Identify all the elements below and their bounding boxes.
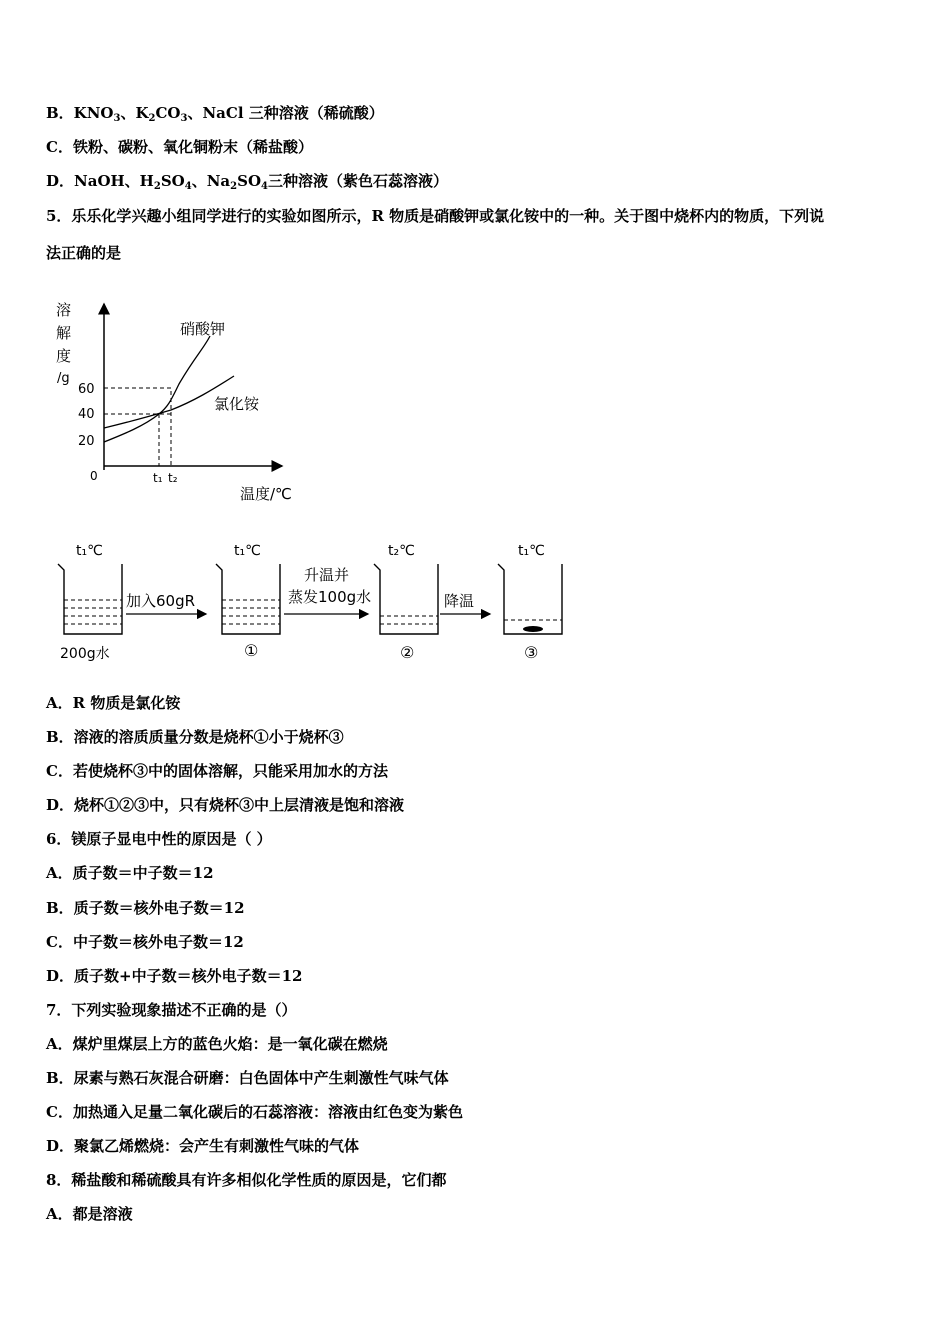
curve-label-nh4cl: 氯化铵 bbox=[214, 395, 260, 413]
x-tick-t2: t₂ bbox=[168, 471, 178, 485]
beaker-3 bbox=[498, 564, 562, 634]
temp-label: t₁℃ bbox=[234, 543, 261, 559]
y-tick-20: 20 bbox=[78, 434, 95, 449]
experiment-apparatus bbox=[46, 536, 576, 666]
q6-option-a: A．质子数＝中子数＝12 bbox=[46, 864, 214, 882]
y-tick-60: 60 bbox=[78, 382, 95, 397]
arrow-1-label: 加入60gR bbox=[126, 592, 196, 610]
q8-stem: 8．稀盐酸和稀硫酸具有许多相似化学性质的原因是，它们都 bbox=[46, 1171, 447, 1189]
q4-option-c: C．铁粉、碳粉、氧化铜粉末（稀盐酸） bbox=[46, 138, 313, 156]
y-label-char: 解 bbox=[56, 324, 72, 342]
beaker-2 bbox=[374, 564, 438, 634]
q6-stem: 6．镁原子显电中性的原因是（ ） bbox=[46, 830, 272, 848]
solubility-graph bbox=[44, 298, 314, 508]
q7-option-d: D．聚氯乙烯燃烧：会产生有刺激性气味的气体 bbox=[46, 1137, 360, 1155]
y-label-char: 溶 bbox=[56, 301, 72, 319]
temp-label: t₁℃ bbox=[518, 543, 545, 559]
q5-option-b: B．溶液的溶质质量分数是烧杯①小于烧杯③ bbox=[46, 728, 344, 746]
q5-stem-line2: 法正确的是 bbox=[46, 244, 122, 262]
q4-option-b: B．$KNO_3$、$K_2CO_3$、NaCl 三种溶液（稀硫酸） bbox=[46, 104, 384, 124]
temp-label: t₂℃ bbox=[388, 543, 415, 559]
y-tick-40: 40 bbox=[78, 407, 95, 422]
x-tick-t1: t₁ bbox=[153, 471, 163, 485]
q6-option-d: D．质子数+中子数＝核外电子数＝12 bbox=[46, 967, 303, 985]
q7-option-c: C．加热通入足量二氧化碳后的石蕊溶液：溶液由红色变为紫色 bbox=[46, 1103, 463, 1121]
q6-option-b: B．质子数＝核外电子数＝12 bbox=[46, 899, 245, 917]
beaker-label: ① bbox=[244, 641, 259, 660]
temp-label: t₁℃ bbox=[76, 543, 103, 559]
q4-option-d: D．NaOH、$H_2SO_4$、$Na_2SO_4$三种溶液（紫色石蕊溶液） bbox=[46, 172, 448, 192]
curve-kno3 bbox=[104, 336, 210, 442]
q6-option-c: C．中子数＝核外电子数＝12 bbox=[46, 933, 244, 951]
beaker-label: ② bbox=[400, 643, 415, 662]
beaker-label: 200g水 bbox=[60, 646, 110, 662]
crystals bbox=[523, 626, 543, 632]
q5-option-d: D．烧杯①②③中，只有烧杯③中上层清液是饱和溶液 bbox=[46, 796, 405, 814]
q8-option-a: A．都是溶液 bbox=[46, 1205, 133, 1223]
x-axis-label: 温度/℃ bbox=[240, 485, 292, 503]
q7-option-a: A．煤炉里煤层上方的蓝色火焰：是一氧化碳在燃烧 bbox=[46, 1035, 388, 1053]
q5-option-a: A．R 物质是氯化铵 bbox=[46, 694, 181, 712]
y-label-char: /g bbox=[57, 371, 70, 386]
arrow-3-label: 降温 bbox=[444, 592, 475, 610]
origin-label: 0 bbox=[90, 469, 98, 483]
q7-stem: 7．下列实验现象描述不正确的是（） bbox=[46, 1001, 297, 1019]
q7-option-b: B．尿素与熟石灰混合研磨：白色固体中产生刺激性气味气体 bbox=[46, 1069, 449, 1087]
curve-label-kno3: 硝酸钾 bbox=[180, 320, 226, 338]
beaker-label: ③ bbox=[524, 643, 539, 662]
q5-stem-line1: 5．乐乐化学兴趣小组同学进行的实验如图所示，R 物质是硝酸钾或氯化铵中的一种。关于图中烧杯内的物质，下列说 bbox=[46, 207, 825, 225]
q5-option-c: C．若使烧杯③中的固体溶解，只能采用加水的方法 bbox=[46, 762, 388, 780]
y-label-char: 度 bbox=[56, 347, 72, 365]
beaker-water bbox=[58, 564, 122, 634]
beaker-1 bbox=[216, 564, 280, 634]
arrow-2-label-line2: 蒸发100g水 bbox=[288, 588, 372, 606]
arrow-2-label-line1: 升温并 bbox=[304, 566, 350, 584]
